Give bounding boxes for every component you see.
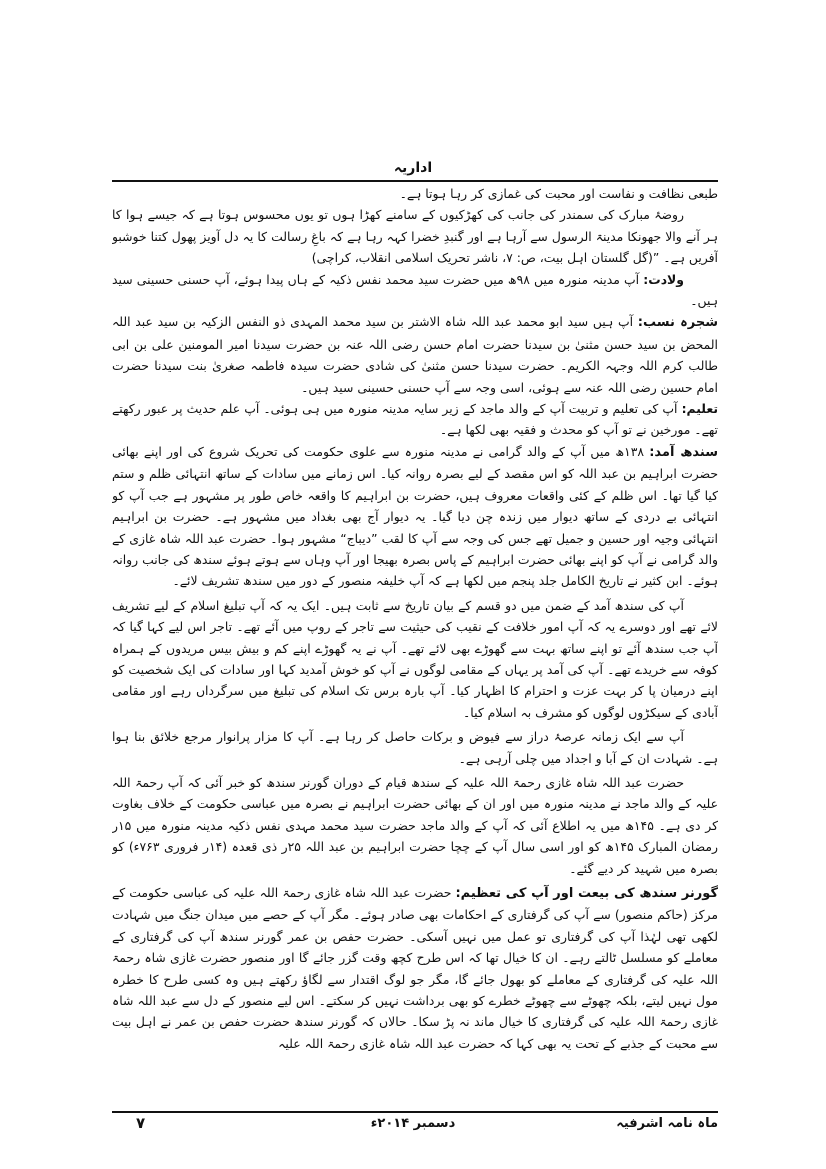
- paragraph: [112, 441, 718, 592]
- paragraph-text: آپ مدینہ منورہ میں ۹۸ھ میں حضرت سید محمد نفس ذکیہ کے ہاں پیدا ہوئے، آپ حسنی حسینی سید ہیں۔: [112, 271, 718, 309]
- paragraph: [112, 726, 718, 769]
- paragraph: [112, 772, 718, 879]
- footer-rule: [112, 1111, 718, 1113]
- paragraph-text: طبعی نظافت و نفاست اور محبت کی غمازی کر رہا ہوتا ہے۔: [399, 186, 718, 201]
- paragraph: [112, 882, 718, 1054]
- paragraph: [112, 183, 718, 204]
- paragraph-text: آپ کی سندھ آمد کے ضمن میں دو قسم کے بیان تاریخ سے ثابت ہیں۔ ایک یہ کہ آپ تبلیغ اسلام کے لیے تشریف لائے تھے اور دوسرے یہ کہ آپ امور خلافت کے نقیب کی حیثیت سے تاجر کے روپ میں آئے تھے۔ تاجر اس لیے کہا گیا کہ آپ جب سندھ آئے تو اپنے ساتھ بہت سے گھوڑے بھی لائے تھے۔ آپ نے یہ گھوڑے اپنے کم و بیش بیس مریدوں کے ہمراہ کوفہ سے خریدے تھے۔ آپ کی آمد پر یہاں کے مقامی لوگوں نے آپ کو خوش آمدید کہا اور سادات کی ایک شخصیت کو اپنے درمیان پا کر بہت عزت و احترام کا اظہار کیا۔ آپ بارہ برس تک اسلام کی تبلیغ میں سرگرداں رہے اور مقامی آبادی کے سیکڑوں لوگوں کو مشرف بہ اسلام کیا۔: [112, 597, 718, 720]
- section-heading: سندھ آمد:: [649, 444, 718, 460]
- paragraph-text: آپ سے ایک زمانہ عرصۂ دراز سے فیوض و برکات حاصل کر رہا ہے۔ آپ کا مزار پرانوار مرجع خلائق بنا ہوا ہے۔ شہادت ان کے آبا و اجداد میں چلی آرہی ہے۔: [112, 729, 718, 766]
- paragraph: [112, 398, 718, 441]
- issue-date: دسمبر ۲۰۱۴ء: [370, 1116, 456, 1131]
- paragraph-text: روضۂ مبارک کی سمندر کی جانب کی کھڑکیوں کے سامنے کھڑا ہوں تو یوں محسوس ہوتا ہے کہ جیسے ہوا کا ہر آنے والا جھونکا مدینۃ الرسول سے آرہا ہے اور گنبدِ خضرا کہہ رہا ہے کہ باغِ رسالت کا یہ دل آویز پھول کتنا خوشبو آفریں ہے۔ ”(گل گلستان اہل بیت، ص: ۷، ناشر تحریک اسلامی انقلاب، کراچی): [112, 207, 718, 266]
- paragraph-text: آپ ہیں سید ابو محمد عبد اللہ شاہ الاشتر بن سید محمد المہدی ذو النفس الزکیہ بن سید عبد اللہ المحض بن سید حسن مثنیٰ بن سیدنا حضرت امام حسن رضی اللہ عنہ بن حضرت سیدنا امیر المومنین علی بن ابی طالب کرم اللہ وجہہ الکریم۔ حضرت سیدنا حسن مثنیٰ کی شادی حضرت سیدہ فاطمہ صغریٰ بنت سیدنا حضرت امام حسین رضی اللہ عنہ سے ہوئی، اسی وجہ سے آپ حسنی حسینی سید ہیں۔: [112, 314, 718, 395]
- paragraph-text: حضرت عبد اللہ شاہ غازی رحمۃ اللہ علیہ کے سندھ قیام کے دوران گورنر سندھ کو خبر آئی کہ آپ رحمۃ اللہ علیہ کے والد ماجد نے مدینہ منورہ میں اور ان کے بھائی حضرت ابراہیم نے بصرہ میں عباسی حکومت کے خلاف بغاوت کر دی ہے۔ ۱۴۵ھ میں یہ اطلاع آئی کہ آپ کے والد ماجد حضرت سید محمد مہدی نفس ذکیہ مدینہ منورہ میں ۱۵ر رمضان المبارک ۱۴۵ھ کو اور اسی سال آپ کے چچا حضرت ابراہیم بن عبد اللہ ۲۵ر ذی قعدہ (۱۴ر فروری ۷۶۳ء) کو بصرہ میں شہید کر دیے گئے۔: [112, 774, 718, 876]
- paragraph: [112, 269, 718, 312]
- paragraph-text: حضرت عبد اللہ شاہ غازی رحمۃ اللہ علیہ کی عباسی حکومت کے مرکز (حاکم منصور) سے آپ کی گرفتاری کے احکامات بھی صادر ہوئے۔ مگر آپ کے حصے میں میدان جنگ میں شہادت لکھی تھی لہٰذا آپ کی گرفتاری تو عمل میں نہیں آسکی۔ حضرت حفص بن عمر گورنر سندھ آپ کی گرفتاری کے معاملے کو مسلسل ٹالتے رہے۔ ان کا خیال تھا کہ اس طرح کچھ وقت گزر جائے گا اور منصور حضرت غازی شاہ رحمۃ اللہ علیہ کی گرفتاری کے معاملے کو بھول جائے گا، مگر جو لوگ اقتدار سے لگاؤ رکھتے ہیں وہ کسی طرح کا خطرہ مول نہیں لیتے، بلکہ چھوٹے سے چھوٹے خطرے کو بھی برداشت نہیں کر سکتے۔ اس لیے منصور کے دل سے عبد اللہ شاہ غازی رحمۃ اللہ علیہ کی گرفتاری کا خیال ماند نہ پڑ سکا۔ حالاں کہ گورنر سندھ حضرت حفص بن عمر نے اہل بیت سے محبت کے جذبے کے تحت یہ بھی کہا کہ حضرت عبد اللہ شاہ غازی رحمۃ اللہ علیہ: [112, 885, 718, 1051]
- article-body: [112, 183, 718, 1101]
- paragraph: [112, 204, 718, 268]
- section-heading: شجرہ نسب:: [637, 315, 718, 331]
- section-heading: گورنر سندھ کی بیعت اور آپ کی تعظیم:: [455, 886, 718, 901]
- section-heading: تعلیم:: [681, 401, 718, 417]
- magazine-name: ماہ نامہ اشرفیہ: [616, 1116, 718, 1131]
- section-title: اداریہ: [393, 160, 433, 176]
- paragraph-text: ۱۳۸ھ میں آپ کے والد گرامی نے مدینہ منورہ سے علوی حکومت کی تحریک شروع کی اور اپنے بھائی حضرت ابراہیم بن عبد اللہ کو اس مقصد کے لیے بصرہ روانہ کیا۔ اس زمانے میں سادات کے ساتھ انتہائی ظلم و ستم کیا گیا تھا۔ اس ظلم کے کئی واقعات معروف ہیں، حضرت بن ابراہیم کا واقعہ خاص طور پر مشہور ہے جب آپ کو انتہائی بے دردی کے ساتھ دیوار میں زندہ چن دیا گیا۔ یہ دیوار آج بھی بغداد میں مشہور ہے۔ حضرت بن ابراہیم انتہائی وجیہ اور حسین و جمیل تھے جس کی وجہ سے آپ کا لقب ”دیباج“ مشہور ہوا۔ حضرت عبد اللہ شاہ غازی کے والد گرامی نے آپ کو اپنے بھائی حضرت ابراہیم کے پاس بصرہ بھیجا اور آپ وہاں سے ہوتے ہوئے سندھ کی جانب روانہ ہوئے۔ ابن کثیر نے تاریخ الکامل جلد پنجم میں لکھا ہے کہ آپ خلیفہ منصور کے دور میں سندھ تشریف لائے۔: [112, 443, 718, 589]
- header-rule: [112, 180, 718, 182]
- page-number: ۷: [136, 1114, 146, 1132]
- paragraph: [112, 595, 718, 723]
- section-heading: ولادت:: [643, 271, 684, 287]
- paragraph-text: آپ کی تعلیم و تربیت آپ کے والد ماجد کے زیر سایہ مدینہ منورہ میں ہی ہوئی۔ آپ علم حدیث پر عبور رکھتے تھے۔ مورخین نے تو آپ کو محدث و فقیہ بھی لکھا ہے۔: [112, 401, 718, 438]
- paragraph: [112, 311, 718, 398]
